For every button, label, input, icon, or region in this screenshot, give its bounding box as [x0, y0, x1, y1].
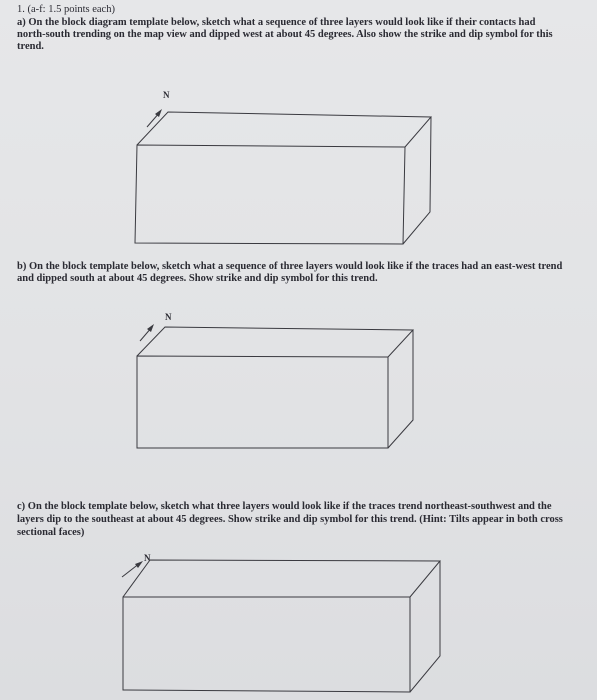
- part-b-line-1: b) On the block template below, sketch what a sequence of three layers would look like if the traces had an east-west trend: [17, 261, 563, 272]
- part-c-line-1: c) On the block template below, sketch what three layers would look like if the traces trend northeast-southwest and the: [17, 501, 552, 512]
- part-c-line-2: layers dip to the southeast at about 45 degrees. Show strike and dip symbol for this trend. (Hint: Tilts appear in both cross: [17, 514, 563, 525]
- part-b-line-2: and dipped south at about 45 degrees. Show strike and dip symbol for this trend.: [17, 273, 378, 284]
- part-c-right-face: [410, 561, 440, 692]
- part-a-north-label: N: [163, 90, 170, 100]
- part-a-line-1: a) On the block diagram template below, sketch what a sequence of three layers would look like if their contacts had: [17, 17, 536, 28]
- part-a-line-2: north-south trending on the map view and dipped west at about 45 degrees. Also show the strike and dip symbol for this: [17, 29, 553, 40]
- part-c-front-face: [123, 597, 410, 692]
- question-number-line: 1. (a-f: 1.5 points each): [17, 4, 115, 15]
- part-c-block-outline: [123, 560, 440, 692]
- part-c-line-3: sectional faces): [17, 527, 85, 538]
- part-c-north-label: N: [144, 553, 151, 563]
- part-b-north-label: N: [165, 312, 172, 322]
- part-a-line-3: trend.: [17, 41, 44, 52]
- part-c-top-face: [123, 560, 440, 597]
